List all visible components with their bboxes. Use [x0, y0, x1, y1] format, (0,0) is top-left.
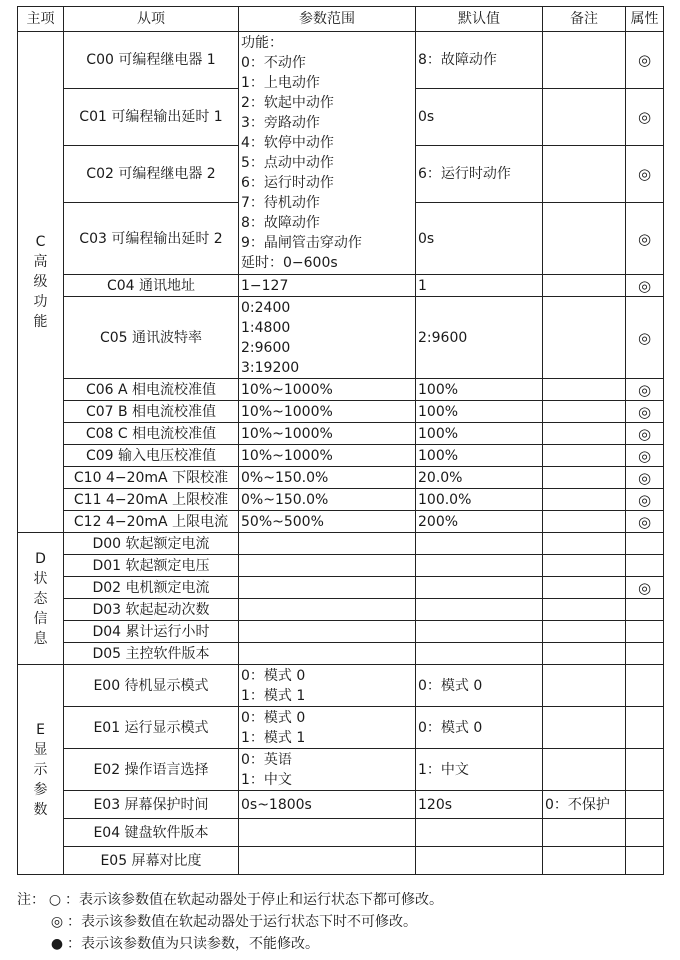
item-cell: E03 屏幕保护时间 [64, 791, 239, 819]
table-row [18, 791, 664, 819]
note-line [17, 889, 667, 911]
default-cell: 1：中文 [416, 749, 543, 791]
table-row [18, 401, 664, 423]
default-cell: 0s [416, 89, 543, 146]
range-cell [239, 533, 416, 555]
table-row [18, 379, 664, 401]
header-default: 默认值 [416, 7, 543, 32]
note-line [17, 933, 667, 955]
item-cell: E02 操作语言选择 [64, 749, 239, 791]
item-cell: D04 累计运行小时 [64, 621, 239, 643]
default-cell [416, 643, 543, 665]
table-row [18, 707, 664, 749]
table-row [18, 533, 664, 555]
range-cell: 0s~1800s [239, 791, 416, 819]
table-row [18, 847, 664, 875]
default-cell: 100% [416, 423, 543, 445]
remark-cell [543, 599, 626, 621]
header-remark: 备注 [543, 7, 626, 32]
attr-cell [626, 599, 664, 621]
item-cell: C03 可编程输出延时 2 [64, 203, 239, 275]
attr-cell: ◎ [626, 146, 664, 203]
range-cell [239, 577, 416, 599]
default-cell: 100% [416, 379, 543, 401]
table-row [18, 749, 664, 791]
remark-cell [543, 445, 626, 467]
note-text: ：表示该参数值在软起动器处于运行状态下时不可修改。 [67, 914, 417, 930]
range-cell: 10%~1000% [239, 445, 416, 467]
default-cell [416, 621, 543, 643]
default-cell: 0：模式 0 [416, 707, 543, 749]
open-circle-icon: ○ [48, 892, 62, 908]
table-row [18, 445, 664, 467]
attr-cell: ◎ [626, 577, 664, 599]
table-row [18, 555, 664, 577]
attr-cell [626, 621, 664, 643]
table-row [18, 577, 664, 599]
group-c-label: C 高 级 功 能 [18, 32, 64, 533]
range-cell: 0%~150.0% [239, 467, 416, 489]
default-cell: 100% [416, 401, 543, 423]
attr-cell [626, 791, 664, 819]
item-cell: C10 4−20mA 下限校准 [64, 467, 239, 489]
item-cell: E05 屏幕对比度 [64, 847, 239, 875]
range-cell [239, 819, 416, 847]
item-cell: D00 软起额定电流 [64, 533, 239, 555]
table-row [18, 423, 664, 445]
item-cell: D02 电机额定电流 [64, 577, 239, 599]
item-cell: C02 可编程继电器 2 [64, 146, 239, 203]
default-cell [416, 599, 543, 621]
range-cell: 0%~150.0% [239, 489, 416, 511]
parameter-table [17, 6, 664, 875]
attr-cell [626, 707, 664, 749]
remark-cell [543, 489, 626, 511]
attr-cell: ◎ [626, 297, 664, 379]
default-cell [416, 533, 543, 555]
table-row [18, 297, 664, 379]
attr-cell [626, 819, 664, 847]
attr-cell [626, 847, 664, 875]
attr-cell: ◎ [626, 511, 664, 533]
attr-cell: ◎ [626, 275, 664, 297]
range-cell [239, 621, 416, 643]
remark-cell [543, 423, 626, 445]
item-cell: E01 运行显示模式 [64, 707, 239, 749]
remark-cell [543, 32, 626, 89]
default-cell: 2:9600 [416, 297, 543, 379]
table-row [18, 599, 664, 621]
default-cell: 100% [416, 445, 543, 467]
group-e-label: E 显 示 参 数 [18, 665, 64, 875]
remark-cell [543, 643, 626, 665]
item-cell: C01 可编程输出延时 1 [64, 89, 239, 146]
header-attr: 属性 [626, 7, 664, 32]
table-row [18, 511, 664, 533]
attr-cell: ◎ [626, 467, 664, 489]
item-cell: C06 A 相电流校准值 [64, 379, 239, 401]
remark-cell [543, 89, 626, 146]
range-cell-relay-function: 功能： 0：不动作 1：上电动作 2：软起中动作 3：旁路动作 4：软停中动作 5：点动中动作 6：运行时动作 7：待机动作 8：故障动作 9：晶闸管击穿动作 延时：0−600s [239, 32, 416, 275]
attr-cell: ◎ [626, 203, 664, 275]
item-cell: E00 待机显示模式 [64, 665, 239, 707]
filled-circle-icon: ● [50, 936, 64, 952]
remark-cell [543, 511, 626, 533]
remark-cell [543, 847, 626, 875]
remark-cell [543, 621, 626, 643]
range-cell: 10%~1000% [239, 379, 416, 401]
attr-cell [626, 555, 664, 577]
header-main: 主项 [18, 7, 64, 32]
default-cell: 6：运行时动作 [416, 146, 543, 203]
remark-cell [543, 401, 626, 423]
remark-cell [543, 533, 626, 555]
table-row [18, 467, 664, 489]
group-d-label: D 状 态 信 息 [18, 533, 64, 665]
range-cell: 1−127 [239, 275, 416, 297]
note-text: ：表示该参数值在软起动器处于停止和运行状态下都可修改。 [65, 892, 443, 908]
attr-cell: ◎ [626, 489, 664, 511]
range-cell: 10%~1000% [239, 423, 416, 445]
default-cell [416, 847, 543, 875]
attr-cell: ◎ [626, 379, 664, 401]
attr-cell [626, 665, 664, 707]
item-cell: C04 通讯地址 [64, 275, 239, 297]
item-cell: C07 B 相电流校准值 [64, 401, 239, 423]
default-cell: 8：故障动作 [416, 32, 543, 89]
attr-cell [626, 533, 664, 555]
notes-section [17, 889, 667, 955]
remark-cell [543, 819, 626, 847]
table-row [18, 819, 664, 847]
remark-cell [543, 749, 626, 791]
range-cell: 50%~500% [239, 511, 416, 533]
range-cell [239, 555, 416, 577]
range-cell: 10%~1000% [239, 401, 416, 423]
item-cell: C09 输入电压校准值 [64, 445, 239, 467]
item-cell: C00 可编程继电器 1 [64, 32, 239, 89]
item-cell: E04 键盘软件版本 [64, 819, 239, 847]
attr-cell: ◎ [626, 445, 664, 467]
header-range: 参数范围 [239, 7, 416, 32]
attr-cell: ◎ [626, 89, 664, 146]
default-cell: 0s [416, 203, 543, 275]
attr-cell: ◎ [626, 423, 664, 445]
default-cell: 20.0% [416, 467, 543, 489]
attr-cell [626, 643, 664, 665]
remark-cell [543, 146, 626, 203]
range-cell [239, 643, 416, 665]
item-cell: D05 主控软件版本 [64, 643, 239, 665]
remark-cell [543, 297, 626, 379]
table-row [18, 489, 664, 511]
note-line [17, 911, 667, 933]
default-cell [416, 555, 543, 577]
remark-cell [543, 275, 626, 297]
item-cell: C08 C 相电流校准值 [64, 423, 239, 445]
remark-cell [543, 467, 626, 489]
remark-cell: 0：不保护 [543, 791, 626, 819]
remark-cell [543, 707, 626, 749]
table-row [18, 275, 664, 297]
remark-cell [543, 577, 626, 599]
range-cell: 0:2400 1:4800 2:9600 3:19200 [239, 297, 416, 379]
default-cell: 0：模式 0 [416, 665, 543, 707]
double-circle-icon: ◎ [50, 914, 64, 930]
table-row [18, 621, 664, 643]
attr-cell: ◎ [626, 32, 664, 89]
default-cell: 100.0% [416, 489, 543, 511]
item-cell: C12 4−20mA 上限电流 [64, 511, 239, 533]
header-row [18, 7, 664, 32]
range-cell [239, 847, 416, 875]
remark-cell [543, 379, 626, 401]
note-text: ：表示该参数值为只读参数，不能修改。 [67, 936, 319, 952]
range-cell: 0：英语 1：中文 [239, 749, 416, 791]
default-cell: 200% [416, 511, 543, 533]
header-item: 从项 [64, 7, 239, 32]
item-cell: D01 软起额定电压 [64, 555, 239, 577]
default-cell: 120s [416, 791, 543, 819]
remark-cell [543, 203, 626, 275]
remark-cell [543, 555, 626, 577]
table-row [18, 643, 664, 665]
remark-cell [543, 665, 626, 707]
note-prefix: 注： [17, 892, 45, 908]
attr-cell: ◎ [626, 401, 664, 423]
range-cell: 0：模式 0 1：模式 1 [239, 665, 416, 707]
item-cell: C05 通讯波特率 [64, 297, 239, 379]
attr-cell [626, 749, 664, 791]
default-cell [416, 819, 543, 847]
default-cell [416, 577, 543, 599]
range-cell [239, 599, 416, 621]
table-row [18, 32, 664, 89]
item-cell: C11 4−20mA 上限校准 [64, 489, 239, 511]
table-row [18, 665, 664, 707]
item-cell: D03 软起起动次数 [64, 599, 239, 621]
range-cell: 0：模式 0 1：模式 1 [239, 707, 416, 749]
default-cell: 1 [416, 275, 543, 297]
